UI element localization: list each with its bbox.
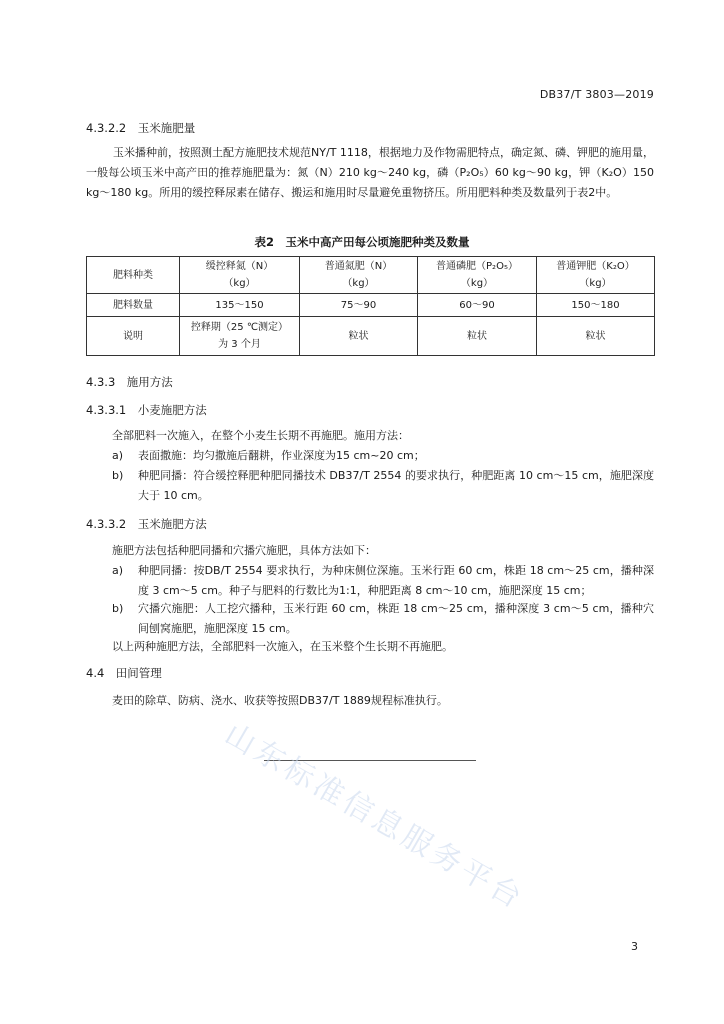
table-cell [180,317,300,356]
section-title: 玉米施肥方法 [137,517,207,531]
cell-line: 控释期（25 ℃测定） [190,322,289,333]
list-item [112,446,654,466]
table-cell: 150～180 [537,294,655,317]
paragraph-corn-fertilizer-amount: 玉米播种前，按照测土配方施肥技术规范NY/T 1118，根据地力及作物需肥特点，确定氮、磷、钾肥的施用量，一般每公顷玉米中高产田的推荐施肥量为：氮（N）210 kg～240 kg，磷（P₂O₅）60 kg～90 kg，钾（K₂O）150 kg～180 kg。所用的缓控释尿素在储存、搬运和施用时尽量避免重物挤压。所用肥料种类及数量列于表2中。 [86,146,654,199]
table-cell [180,257,300,294]
paragraph-corn-outro: 以上两种施肥方法，全部肥料一次施入，在玉米整个生长期不再施肥。 [112,640,453,653]
section-heading-4-3-2-2 [86,120,195,136]
list-text: 种肥同播：按DB/T 2554 要求执行，为种床侧位深施。玉米行距 60 cm，株距 18 cm～25 cm，播种深度 3 cm～5 cm。种子与肥料的行数比为1:1，种肥距离 8 cm～10 cm，施肥深度 15 cm； [138,564,654,597]
table-cell: 说明 [87,317,180,356]
table-cell: 肥料数量 [87,294,180,317]
cell-line: 普通氮肥（N） [324,261,393,272]
table-cell [537,257,655,294]
paragraph-field-management: 麦田的除草、防病、浇水、收获等按照DB37/T 1889规程标准执行。 [112,694,448,707]
cell-line: 缓控释氮（N） [205,261,274,272]
cell-line: （kg） [579,278,612,289]
fertilizer-table [86,256,655,356]
list-text: 穴播穴施肥：人工挖穴播种，玉米行距 60 cm，株距 18 cm～25 cm，播种深度 3 cm～5 cm，播种穴间刨窝施肥，施肥深度 15 cm。 [138,602,654,635]
table-cell: 肥料种类 [87,257,180,294]
table-row [87,294,655,317]
table-row [87,257,655,294]
list-item [112,466,654,506]
section-number: 4.3.2.2 [86,121,127,135]
cell-line: （kg） [342,278,375,289]
cell-line: 普通钾肥（K₂O） [556,261,635,272]
section-title: 田间管理 [115,666,162,680]
table-cell: 60～90 [418,294,537,317]
section-heading-4-4 [86,665,162,681]
table-cell: 75～90 [300,294,418,317]
table-cell: 粒状 [418,317,537,356]
list-item [112,561,654,601]
list-text: 表面撒施：均匀撒施后翻耕，作业深度为15 cm~20 cm； [138,449,425,462]
table-row [87,317,655,356]
paragraph-wheat-intro: 全部肥料一次施入，在整个小麦生长期不再施肥。施用方法： [112,429,409,442]
table-cell: 粒状 [537,317,655,356]
section-title: 小麦施肥方法 [137,403,207,417]
list-marker: a) [112,564,124,577]
section-number: 4.3.3.1 [86,403,127,417]
list-text: 种肥同播：符合缓控释肥种肥同播技术 DB37/T 2554 的要求执行，种肥距离 10 cm～15 cm，施肥深度大于 10 cm。 [138,469,654,502]
cell-line: （kg） [460,278,494,289]
section-heading-4-3-3 [86,374,173,390]
section-number: 4.4 [86,666,105,680]
list-marker: b) [112,602,124,615]
table-cell [418,257,537,294]
table-caption: 表2 玉米中高产田每公顷施肥种类及数量 [254,235,470,249]
document-number: DB37/T 3803—2019 [539,88,654,101]
list-item [112,599,654,639]
watermark: 山东标准信息服务平台 [218,716,531,918]
table-cell [300,257,418,294]
table-cell: 粒状 [300,317,418,356]
section-title: 施用方法 [126,375,173,389]
section-heading-4-3-3-2 [86,516,207,532]
section-number: 4.3.3 [86,375,116,389]
list-marker: a) [112,449,124,462]
table-cell: 135～150 [180,294,300,317]
section-title: 玉米施肥量 [137,121,196,135]
section-number: 4.3.3.2 [86,517,127,531]
paragraph-corn-intro: 施肥方法包括种肥同播和穴播穴施肥，具体方法如下： [112,544,376,557]
list-marker: b) [112,469,124,482]
page-number: 3 [631,940,638,953]
cell-line: 普通磷肥（P₂O₅） [436,261,518,272]
section-heading-4-3-3-1 [86,402,207,418]
cell-line: 为 3 个月 [218,339,261,350]
cell-line: （kg） [223,278,256,289]
